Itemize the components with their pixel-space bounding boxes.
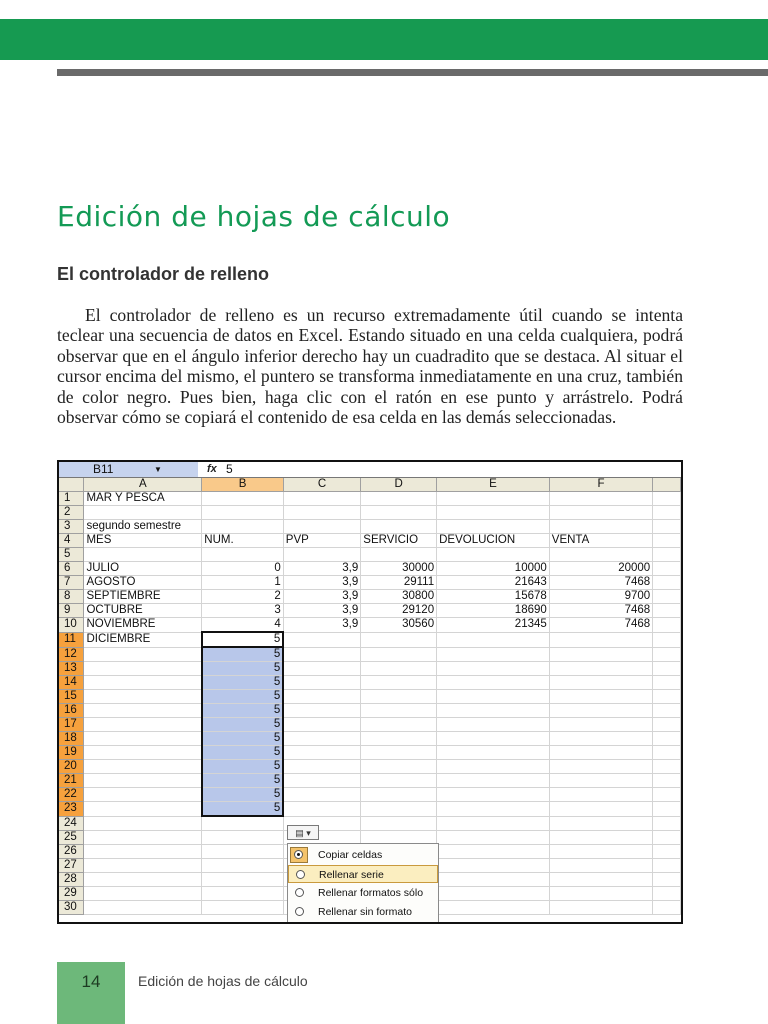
cell[interactable]: 21345 [437, 618, 550, 633]
cell[interactable] [283, 492, 361, 506]
cell[interactable] [437, 647, 550, 662]
table-row [59, 830, 681, 844]
column-header[interactable]: F [549, 478, 652, 492]
cell[interactable] [549, 900, 652, 914]
cell[interactable] [549, 746, 652, 760]
cell[interactable]: DEVOLUCIÓN [437, 534, 550, 548]
cell[interactable]: 7468 [549, 618, 652, 633]
cell[interactable] [84, 647, 202, 662]
cell[interactable]: 0 [202, 562, 284, 576]
cell[interactable]: 5 [202, 690, 284, 704]
cell[interactable] [283, 732, 361, 746]
cell[interactable] [283, 788, 361, 802]
cell[interactable] [549, 520, 652, 534]
cell[interactable] [653, 816, 681, 830]
cell[interactable] [437, 830, 550, 844]
row-header[interactable]: 14 [59, 676, 84, 690]
cell[interactable] [653, 844, 681, 858]
cell[interactable]: DICIEMBRE [84, 632, 202, 647]
cell[interactable] [549, 690, 652, 704]
cell[interactable] [283, 704, 361, 718]
radio-icon [295, 888, 304, 897]
cell[interactable] [84, 690, 202, 704]
menu-option-copy-cells[interactable]: Copiar celdas [288, 846, 438, 864]
formula-bar [59, 462, 681, 478]
cell[interactable] [437, 844, 550, 858]
cell[interactable] [653, 562, 681, 576]
cell[interactable] [653, 604, 681, 618]
autofill-options-icon: ▤ ▾ [295, 828, 311, 838]
table-row [59, 506, 681, 520]
cell[interactable] [84, 718, 202, 732]
row-header[interactable]: 11 [59, 632, 84, 647]
cell[interactable] [549, 788, 652, 802]
cell[interactable] [437, 506, 550, 520]
cell[interactable] [361, 662, 437, 676]
cell[interactable] [361, 690, 437, 704]
cell[interactable] [84, 844, 202, 858]
cell[interactable] [549, 492, 652, 506]
row-header[interactable]: 8 [59, 590, 84, 604]
table-row [59, 718, 681, 732]
cell[interactable] [653, 802, 681, 817]
cell[interactable] [361, 676, 437, 690]
table-row [59, 774, 681, 788]
cell[interactable] [549, 718, 652, 732]
table-row [59, 590, 681, 604]
cell[interactable]: 5 [202, 788, 284, 802]
cell[interactable] [361, 802, 437, 817]
cell[interactable] [361, 746, 437, 760]
cell[interactable] [361, 506, 437, 520]
cell[interactable] [84, 676, 202, 690]
cell[interactable]: 29111 [361, 576, 437, 590]
cell[interactable] [437, 632, 550, 647]
cell[interactable]: 5 [202, 676, 284, 690]
column-header[interactable]: C [283, 478, 361, 492]
cell[interactable] [653, 618, 681, 633]
cell[interactable] [283, 520, 361, 534]
cell[interactable]: 10000 [437, 562, 550, 576]
cell[interactable] [653, 788, 681, 802]
cell[interactable] [283, 662, 361, 676]
table-row [59, 746, 681, 760]
cell[interactable] [84, 662, 202, 676]
radio-icon [296, 870, 305, 879]
cell[interactable] [283, 548, 361, 562]
cell[interactable] [361, 632, 437, 647]
row-header[interactable]: 22 [59, 788, 84, 802]
table-row [59, 534, 681, 548]
table-row [59, 788, 681, 802]
table-row [59, 520, 681, 534]
cell[interactable] [437, 492, 550, 506]
body-paragraph: El controlador de relleno es un recurso extremadamente útil cuando se intenta teclear una secuencia de datos en Excel. Estando situado en una celda cualquiera, podrá observar que en el ángulo inferior derecho hay un cuadradito que se destaca. Al situar el cursor encima del mismo, el puntero se transforma inmediatamente en una cruz, también de color negro. Pues bien, haga clic con el ratón en ese punto y arrástrelo. Podrá observar cómo se copiará el contenido de esa celda en las demás seleccionadas. [57, 305, 683, 428]
name-box-value: B11 [93, 462, 114, 476]
cell[interactable] [549, 632, 652, 647]
cell[interactable] [361, 718, 437, 732]
cell[interactable] [653, 632, 681, 647]
row-header[interactable]: 1 [59, 492, 84, 506]
cell[interactable] [437, 690, 550, 704]
cell[interactable]: SERVICIO [361, 534, 437, 548]
row-header[interactable]: 23 [59, 802, 84, 817]
row-header[interactable]: 29 [59, 886, 84, 900]
column-header[interactable]: A [84, 478, 202, 492]
autofill-options-button[interactable] [287, 825, 319, 840]
cell[interactable] [437, 732, 550, 746]
header-rule [57, 69, 768, 76]
cell[interactable] [361, 816, 437, 830]
footer-section-title: Edición de hojas de cálculo [138, 973, 308, 989]
cell[interactable] [84, 886, 202, 900]
cell[interactable] [361, 492, 437, 506]
cell[interactable]: 1 [202, 576, 284, 590]
row-header[interactable]: 25 [59, 830, 84, 844]
row-header[interactable]: 10 [59, 618, 84, 633]
cell[interactable] [283, 676, 361, 690]
cell[interactable] [549, 506, 652, 520]
cell[interactable] [283, 718, 361, 732]
cell[interactable] [84, 802, 202, 817]
column-header[interactable]: B [202, 478, 284, 492]
cell[interactable]: 3,9 [283, 590, 361, 604]
cell[interactable] [549, 548, 652, 562]
cell[interactable] [283, 760, 361, 774]
row-header[interactable]: 4 [59, 534, 84, 548]
cell[interactable] [84, 746, 202, 760]
chevron-down-icon[interactable]: ▼ [154, 465, 162, 474]
cell[interactable]: 21643 [437, 576, 550, 590]
cell[interactable] [549, 802, 652, 817]
table-row [59, 604, 681, 618]
cell[interactable]: 3,9 [283, 604, 361, 618]
row-header[interactable]: 17 [59, 718, 84, 732]
cell[interactable]: 5 [202, 718, 284, 732]
column-header[interactable]: D [361, 478, 437, 492]
cell[interactable]: 3,9 [283, 576, 361, 590]
cell[interactable] [283, 690, 361, 704]
row-header[interactable]: 5 [59, 548, 84, 562]
cell[interactable] [653, 690, 681, 704]
cell[interactable]: 18690 [437, 604, 550, 618]
cell[interactable] [653, 590, 681, 604]
cell[interactable] [202, 816, 284, 830]
cell[interactable] [653, 647, 681, 662]
row-header[interactable]: 19 [59, 746, 84, 760]
cell[interactable] [549, 830, 652, 844]
formula-value[interactable]: 5 [226, 462, 233, 476]
cell[interactable]: MAR Y PESCA [84, 492, 202, 506]
cell[interactable] [437, 886, 550, 900]
cell[interactable] [84, 732, 202, 746]
table-row [59, 548, 681, 562]
cell[interactable] [361, 774, 437, 788]
row-header[interactable]: 28 [59, 872, 84, 886]
cell[interactable] [84, 816, 202, 830]
cell[interactable] [437, 746, 550, 760]
cell[interactable] [549, 760, 652, 774]
cell[interactable] [653, 492, 681, 506]
cell[interactable] [653, 718, 681, 732]
cell[interactable]: segundo semestre [84, 520, 202, 534]
cell[interactable] [653, 872, 681, 886]
cell[interactable] [84, 872, 202, 886]
cell[interactable]: SEPTIEMBRE [84, 590, 202, 604]
cell[interactable] [549, 872, 652, 886]
cell[interactable]: 5 [202, 632, 284, 647]
cell[interactable]: 3,9 [283, 562, 361, 576]
table-row [59, 816, 681, 830]
cell[interactable] [361, 647, 437, 662]
cell[interactable] [437, 788, 550, 802]
cell[interactable] [84, 900, 202, 914]
cell[interactable] [283, 647, 361, 662]
cell[interactable] [653, 858, 681, 872]
cell[interactable] [437, 662, 550, 676]
column-header[interactable]: E [437, 478, 550, 492]
row-header[interactable]: 24 [59, 816, 84, 830]
cell[interactable]: 5 [202, 774, 284, 788]
table-row [59, 562, 681, 576]
cell[interactable] [653, 676, 681, 690]
cell[interactable]: 29120 [361, 604, 437, 618]
table-row [59, 492, 681, 506]
cell[interactable]: NOVIEMBRE [84, 618, 202, 633]
row-header[interactable]: 9 [59, 604, 84, 618]
cell[interactable] [437, 676, 550, 690]
cell[interactable]: MES [84, 534, 202, 548]
cell[interactable]: 30800 [361, 590, 437, 604]
menu-option-fill-series[interactable]: Rellenar serie [288, 865, 438, 883]
table-row [59, 632, 681, 647]
cell[interactable]: 20000 [549, 562, 652, 576]
cell[interactable] [437, 774, 550, 788]
cell[interactable] [437, 816, 550, 830]
cell[interactable] [202, 844, 284, 858]
table-row [59, 662, 681, 676]
cell[interactable]: VENTA [549, 534, 652, 548]
table-row [59, 576, 681, 590]
cell[interactable] [202, 872, 284, 886]
section-subtitle: El controlador de relleno [57, 264, 270, 284]
cell[interactable] [437, 718, 550, 732]
cell[interactable] [653, 704, 681, 718]
cell[interactable] [549, 732, 652, 746]
cell[interactable]: 4 [202, 618, 284, 633]
cell[interactable]: 2 [202, 590, 284, 604]
row-header[interactable]: 3 [59, 520, 84, 534]
cell[interactable] [437, 802, 550, 817]
cell[interactable] [283, 632, 361, 647]
row-header[interactable]: 21 [59, 774, 84, 788]
row-header[interactable]: 30 [59, 900, 84, 914]
cell[interactable] [361, 830, 437, 844]
cell[interactable] [202, 858, 284, 872]
cell[interactable] [361, 704, 437, 718]
cell[interactable] [437, 760, 550, 774]
cell[interactable]: 9700 [549, 590, 652, 604]
cell[interactable]: 30560 [361, 618, 437, 633]
cell[interactable] [653, 732, 681, 746]
cell[interactable] [437, 704, 550, 718]
cell[interactable]: 5 [202, 647, 284, 662]
page-number: 14 [81, 972, 101, 991]
menu-option-fill-formats[interactable]: Rellenar formatos sólo [288, 884, 438, 902]
cell[interactable] [549, 844, 652, 858]
cell[interactable] [283, 506, 361, 520]
table-row [59, 676, 681, 690]
cell[interactable] [361, 548, 437, 562]
cell[interactable]: 30000 [361, 562, 437, 576]
radio-selected-icon [294, 850, 303, 859]
row-header[interactable]: 20 [59, 760, 84, 774]
row-header[interactable]: 6 [59, 562, 84, 576]
cell[interactable] [202, 886, 284, 900]
row-header[interactable]: 15 [59, 690, 84, 704]
column-header[interactable] [653, 478, 681, 492]
cell[interactable] [202, 520, 284, 534]
row-header[interactable]: 27 [59, 858, 84, 872]
cell[interactable] [84, 858, 202, 872]
cell[interactable] [202, 548, 284, 562]
cell[interactable]: 7468 [549, 604, 652, 618]
cell[interactable] [202, 506, 284, 520]
cell[interactable] [437, 858, 550, 872]
table-row [59, 690, 681, 704]
cell[interactable] [361, 520, 437, 534]
cell[interactable] [437, 872, 550, 886]
cell[interactable] [549, 816, 652, 830]
cell[interactable] [283, 802, 361, 817]
cell[interactable] [437, 900, 550, 914]
cell[interactable] [549, 858, 652, 872]
cell[interactable] [283, 774, 361, 788]
table-row [59, 732, 681, 746]
cell[interactable]: AGOSTO [84, 576, 202, 590]
cell[interactable]: 5 [202, 760, 284, 774]
row-header[interactable]: 18 [59, 732, 84, 746]
cell[interactable] [84, 788, 202, 802]
cell[interactable] [84, 548, 202, 562]
cell[interactable] [84, 760, 202, 774]
cell[interactable] [653, 746, 681, 760]
cell[interactable]: 5 [202, 732, 284, 746]
cell[interactable] [653, 662, 681, 676]
cell[interactable] [84, 830, 202, 844]
cell[interactable]: 5 [202, 704, 284, 718]
cell[interactable] [549, 886, 652, 900]
cell[interactable]: JULIO [84, 562, 202, 576]
cell[interactable] [549, 662, 652, 676]
cell[interactable] [653, 760, 681, 774]
row-header[interactable]: 7 [59, 576, 84, 590]
cell[interactable] [653, 576, 681, 590]
cell[interactable] [653, 774, 681, 788]
autofill-options-menu [287, 843, 439, 923]
cell[interactable] [653, 506, 681, 520]
cell[interactable] [361, 788, 437, 802]
table-row [59, 704, 681, 718]
cell[interactable] [653, 534, 681, 548]
cell[interactable] [653, 886, 681, 900]
row-header[interactable]: 13 [59, 662, 84, 676]
table-row [59, 647, 681, 662]
cell[interactable] [361, 760, 437, 774]
cell[interactable]: 3,9 [283, 618, 361, 633]
cell[interactable] [202, 900, 284, 914]
select-all-corner[interactable] [59, 478, 84, 492]
row-header[interactable]: 12 [59, 647, 84, 662]
cell[interactable] [549, 774, 652, 788]
row-header[interactable]: 26 [59, 844, 84, 858]
cell[interactable] [283, 746, 361, 760]
row-header[interactable]: 2 [59, 506, 84, 520]
cell[interactable] [549, 676, 652, 690]
header-bar [0, 19, 768, 60]
cell[interactable]: 5 [202, 662, 284, 676]
cell[interactable]: 5 [202, 802, 284, 817]
name-box[interactable] [59, 462, 198, 477]
cell[interactable] [549, 647, 652, 662]
cell[interactable] [653, 520, 681, 534]
cell[interactable] [84, 506, 202, 520]
cell[interactable] [437, 548, 550, 562]
menu-option-fill-no-format[interactable]: Rellenar sin formato [288, 903, 438, 921]
cell[interactable]: 5 [202, 746, 284, 760]
table-row [59, 802, 681, 817]
cell[interactable] [549, 704, 652, 718]
cell[interactable] [437, 520, 550, 534]
cell[interactable] [653, 830, 681, 844]
cell[interactable]: 15678 [437, 590, 550, 604]
page-title: Edición de hojas de cálculo [57, 200, 451, 233]
cell[interactable] [653, 900, 681, 914]
row-header[interactable]: 16 [59, 704, 84, 718]
cell[interactable] [653, 548, 681, 562]
table-row [59, 760, 681, 774]
cell[interactable] [361, 732, 437, 746]
cell[interactable]: NUM. [202, 534, 284, 548]
cell[interactable]: OCTUBRE [84, 604, 202, 618]
cell[interactable] [84, 704, 202, 718]
cell[interactable]: 7468 [549, 576, 652, 590]
cell[interactable]: PVP [283, 534, 361, 548]
function-icon[interactable]: fx [207, 463, 217, 475]
cell[interactable] [202, 492, 284, 506]
radio-icon [295, 907, 304, 916]
cell[interactable] [202, 830, 284, 844]
cell[interactable] [84, 774, 202, 788]
cell[interactable]: 3 [202, 604, 284, 618]
table-row [59, 618, 681, 633]
spreadsheet-screenshot [57, 460, 683, 924]
